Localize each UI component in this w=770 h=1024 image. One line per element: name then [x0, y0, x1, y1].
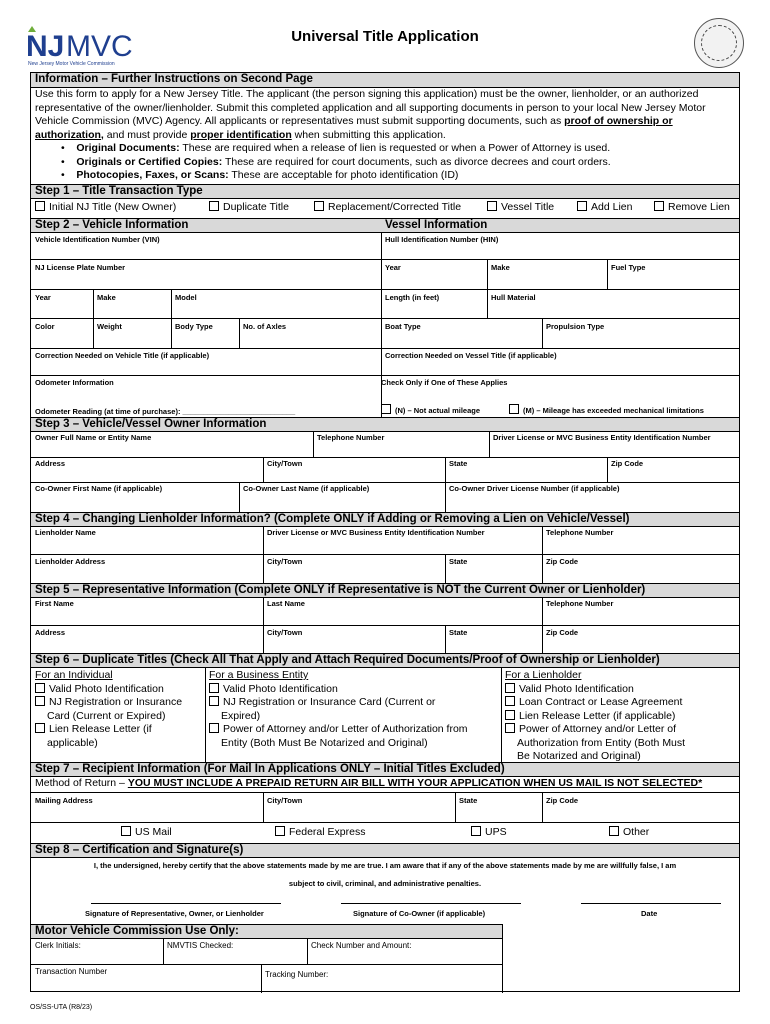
checkbox-initial-title[interactable]: Initial NJ Title (New Owner) [35, 201, 176, 213]
lienholder-column: For a Lienholder Valid Photo Identification Loan Contract or Lease Agreement Lien Release Letter (if applicable) Power of Attorney and/or Letter of Authorization from Entity (Both Must Be Notarized and Original) [505, 669, 737, 764]
owner-zip-field[interactable]: Zip Code [611, 459, 644, 468]
individual-column: For an Individual Valid Photo Identification NJ Registration or Insurance Card (Current or Expired) Lien Release Letter (if applicable) [35, 669, 203, 750]
step2-heading: Step 2 – Vehicle Information Vessel Information [31, 218, 739, 233]
svg-text:New Jersey Motor Vehicle Commi: New Jersey Motor Vehicle Commission [28, 61, 115, 67]
coowner-first-field[interactable]: Co-Owner First Name (if applicable) [35, 484, 163, 493]
checkbox-biz-poa[interactable]: Power of Attorney and/or Letter of Authorization from [209, 723, 499, 737]
info-text: Use this form to apply for a New Jersey Title. The applicant (the person signing this application) must be the owner, lienholder, or an authorized representative of the owner/lienholder. Submit this completed application and all supporting documents in person to your local New Jersey Motor Vehicle Commission (MVC) Agency. All applicants or representatives must submit supporting documents, such as proof of ownership or authorization, and must provide proper identification when submitting this application. [35, 88, 706, 141]
hin-field[interactable]: Hull Identification Number (HIN) [385, 235, 499, 244]
step6-heading: Step 6 – Duplicate Titles (Check All That Apply and Attach Required Documents/Proof of Ownership or Lienholder) [31, 653, 739, 668]
checkbox-ind-registration[interactable]: NJ Registration or Insurance [35, 696, 203, 710]
length-field[interactable]: Length (in feet) [385, 293, 440, 302]
boat-type-field[interactable]: Boat Type [385, 322, 421, 331]
sig2-label: Signature of Co-Owner (if applicable) [353, 909, 486, 918]
tracking-number-field[interactable]: Tracking Number: [265, 970, 329, 979]
check-one-label: Check Only if One of These Applies [381, 378, 508, 387]
nmvtis-field[interactable]: NMVTIS Checked: [167, 941, 234, 950]
checkbox-duplicate-title[interactable]: Duplicate Title [209, 201, 289, 213]
check-number-field[interactable]: Check Number and Amount: [311, 941, 412, 950]
correction-vessel-field[interactable]: Correction Needed on Vessel Title (if applicable) [385, 351, 557, 360]
rep-first-field[interactable]: First Name [35, 599, 74, 608]
mvc-use-heading: Motor Vehicle Commission Use Only: [31, 924, 503, 939]
rep-zip-field[interactable]: Zip Code [546, 628, 579, 637]
checkbox-lh-photo-id[interactable]: Valid Photo Identification [505, 683, 737, 697]
step4-heading: Step 4 – Changing Lienholder Information? (Complete ONLY if Adding or Removing a Lien on Vehicle/Vessel) [31, 512, 739, 527]
sig1-label: Signature of Representative, Owner, or Lienholder [85, 909, 264, 918]
lienholder-dl-field[interactable]: Driver License or MVC Business Entity Identification Number [267, 528, 485, 537]
propulsion-field[interactable]: Propulsion Type [546, 322, 605, 331]
checkbox-us-mail[interactable]: US Mail [121, 826, 172, 838]
mailing-address-field[interactable]: Mailing Address [35, 796, 93, 805]
rep-address-field[interactable]: Address [35, 628, 66, 637]
plate-field[interactable]: NJ License Plate Number [35, 263, 126, 272]
svg-text:NJ: NJ [26, 30, 65, 63]
owner-city-field[interactable]: City/Town [267, 459, 303, 468]
rep-phone-field[interactable]: Telephone Number [546, 599, 614, 608]
checkbox-ind-lien-release[interactable]: Lien Release Letter (if [35, 723, 203, 737]
checkbox-fedex[interactable]: Federal Express [275, 826, 365, 838]
mailing-state-field[interactable]: State [459, 796, 478, 805]
weight-field[interactable]: Weight [97, 322, 122, 331]
odometer-reading-field[interactable]: Odometer Reading (at time of purchase): ___________________________ [35, 407, 296, 416]
info-bullets: • Original Documents: These are required when a release of lien is requested or when a Power of Attorney is used. • Originals or Certified Copies: These are required for court documents, such as divorce decrees and court orders. • Photocopies, Faxes, or Scans: These are acceptable for photo identification (ID) [61, 142, 611, 181]
rep-city-field[interactable]: City/Town [267, 628, 303, 637]
signature-line-2[interactable] [341, 903, 521, 904]
rep-state-field[interactable]: State [449, 628, 468, 637]
lienholder-city-field[interactable]: City/Town [267, 557, 303, 566]
lienholder-phone-field[interactable]: Telephone Number [546, 528, 614, 537]
owner-name-field[interactable]: Owner Full Name or Entity Name [35, 433, 152, 442]
date-label: Date [641, 909, 658, 918]
checkbox-lh-lien-release[interactable]: Lien Release Letter (if applicable) [505, 710, 737, 724]
info-heading: Information – Further Instructions on Second Page [31, 73, 739, 88]
lienholder-name-field[interactable]: Lienholder Name [35, 528, 96, 537]
lienholder-address-field[interactable]: Lienholder Address [35, 557, 106, 566]
step5-heading: Step 5 – Representative Information (Complete ONLY if Representative is NOT the Current Owner or Lienholder) [31, 583, 739, 598]
form-number: OS/SS-UTA (R8/23) [30, 1004, 93, 1011]
date-line[interactable] [581, 903, 721, 904]
checkbox-ind-photo-id[interactable]: Valid Photo Identification [35, 683, 203, 697]
year-field[interactable]: Year [35, 293, 51, 302]
checkbox-other[interactable]: Other [609, 826, 649, 838]
checkbox-exceeded[interactable]: (M) – Mileage has exceeded mechanical limitations [509, 404, 704, 415]
checkbox-biz-photo-id[interactable]: Valid Photo Identification [209, 683, 499, 697]
checkbox-not-actual[interactable]: (N) – Not actual mileage [381, 404, 480, 415]
coowner-last-field[interactable]: Co-Owner Last Name (if applicable) [243, 484, 370, 493]
checkbox-lh-loan[interactable]: Loan Contract or Lease Agreement [505, 696, 737, 710]
body-type-field[interactable]: Body Type [175, 322, 213, 331]
step8-heading: Step 8 – Certification and Signature(s) [31, 843, 739, 858]
make-field[interactable]: Make [97, 293, 116, 302]
business-column: For a Business Entity Valid Photo Identification NJ Registration or Insurance Card (Current or Expired) Power of Attorney and/or Letter of Authorization from Entity (Both Must Be Notarized and Original) [209, 669, 499, 750]
axles-field[interactable]: No. of Axles [243, 322, 287, 331]
owner-phone-field[interactable]: Telephone Number [317, 433, 385, 442]
vin-field[interactable]: Vehicle Identification Number (VIN) [35, 235, 160, 244]
checkbox-add-lien[interactable]: Add Lien [577, 201, 632, 213]
checkbox-lh-poa[interactable]: Power of Attorney and/or Letter of [505, 723, 737, 737]
owner-state-field[interactable]: State [449, 459, 468, 468]
vessel-year-field[interactable]: Year [385, 263, 401, 272]
lienholder-zip-field[interactable]: Zip Code [546, 557, 579, 566]
odometer-info-label: Odometer Information [35, 378, 114, 387]
lienholder-state-field[interactable]: State [449, 557, 468, 566]
hull-material-field[interactable]: Hull Material [491, 293, 536, 302]
page-title: Universal Title Application [291, 28, 479, 45]
checkbox-replacement-title[interactable]: Replacement/Corrected Title [314, 201, 461, 213]
mailing-city-field[interactable]: City/Town [267, 796, 303, 805]
vessel-make-field[interactable]: Make [491, 263, 510, 272]
step3-heading: Step 3 – Vehicle/Vessel Owner Information [31, 417, 739, 432]
correction-vehicle-field[interactable]: Correction Needed on Vehicle Title (if applicable) [35, 351, 210, 360]
mailing-zip-field[interactable]: Zip Code [546, 796, 579, 805]
certification-text-2: subject to civil, criminal, and administrative penalties. [288, 879, 482, 888]
checkbox-ups[interactable]: UPS [471, 826, 507, 838]
nj-state-seal-icon [694, 18, 744, 68]
transaction-number-field[interactable]: Transaction Number [35, 967, 108, 976]
form [30, 72, 740, 992]
checkbox-biz-registration[interactable]: NJ Registration or Insurance Card (Current or [209, 696, 499, 710]
step1-heading: Step 1 – Title Transaction Type [31, 184, 739, 199]
step7-heading: Step 7 – Recipient Information (For Mail In Applications ONLY – Initial Titles Excluded) [31, 762, 739, 777]
coowner-dl-field[interactable]: Co-Owner Driver License Number (if applicable) [449, 484, 620, 493]
method-of-return: Method of Return – YOU MUST INCLUDE A PREPAID RETURN AIR BILL WITH YOUR APPLICATION WHEN US MAIL IS NOT SELECTED* [35, 777, 703, 789]
owner-address-field[interactable]: Address [35, 459, 66, 468]
checkbox-vessel-title[interactable]: Vessel Title [487, 201, 554, 213]
owner-dl-field[interactable]: Driver License or MVC Business Entity Identification Number [493, 433, 711, 442]
model-field[interactable]: Model [175, 293, 197, 302]
fuel-type-field[interactable]: Fuel Type [611, 263, 646, 272]
rep-last-field[interactable]: Last Name [267, 599, 305, 608]
clerk-initials-field[interactable]: Clerk Initials: [35, 941, 81, 950]
certification-text: I, the undersigned, hereby certify that the above statements made by me are true. I am aware that if any of the above statements made by me are willfully false, I am [93, 861, 677, 870]
signature-line-1[interactable] [91, 903, 281, 904]
checkbox-remove-lien[interactable]: Remove Lien [654, 201, 730, 213]
svg-text:MVC: MVC [66, 30, 133, 63]
color-field[interactable]: Color [35, 322, 55, 331]
